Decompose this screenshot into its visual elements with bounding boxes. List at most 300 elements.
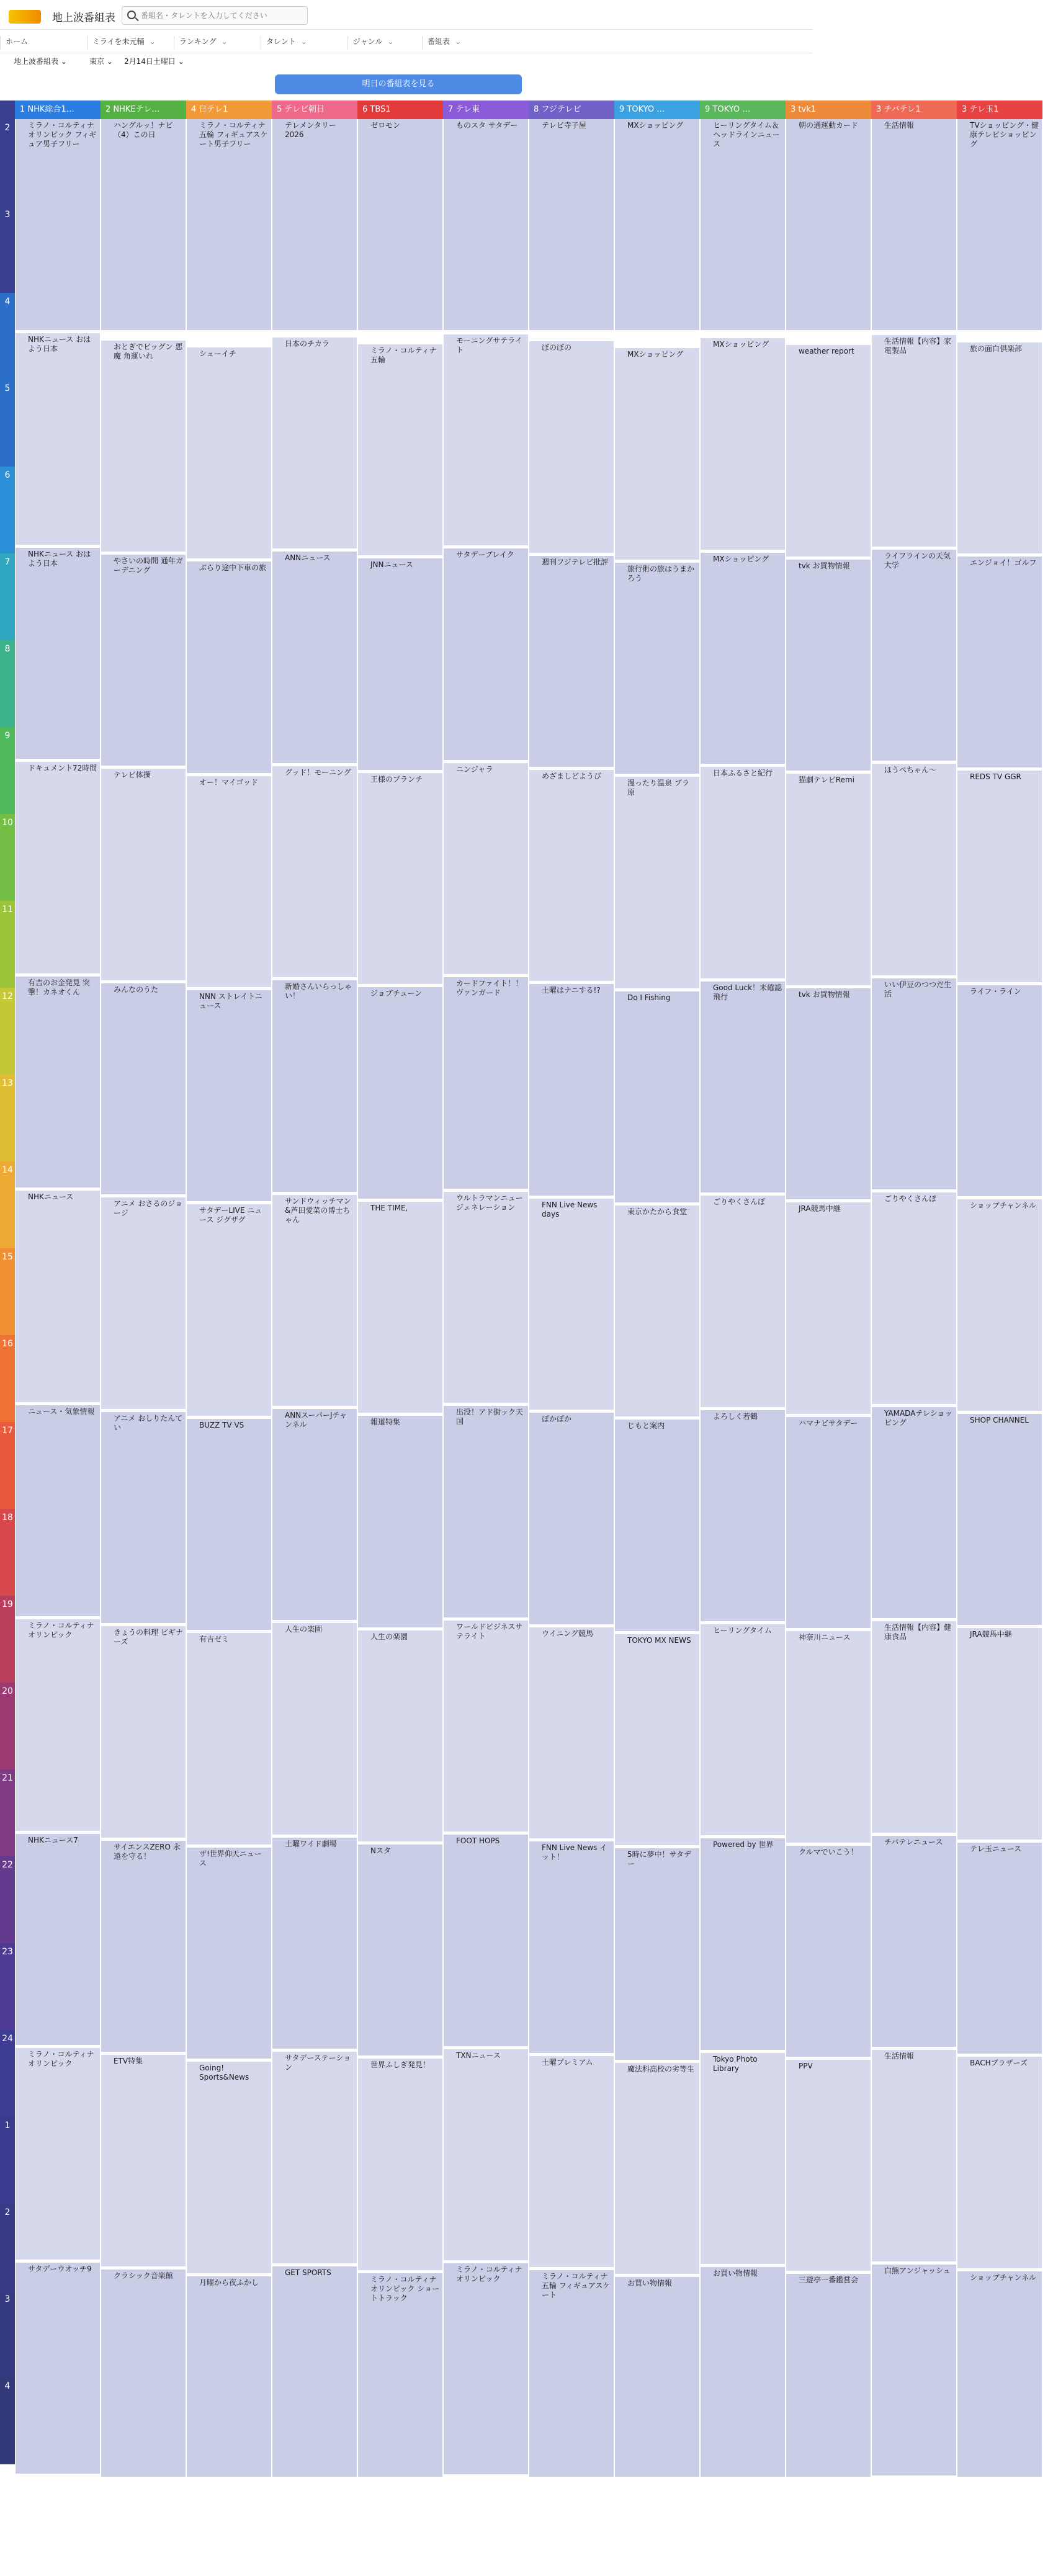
program-title: BACHブラザーズ [970,2059,1028,2068]
hour-label: 1 [0,2117,15,2204]
program-title: おとぎでビッグン 悪魔 角運いれ [114,342,183,360]
program-title: サタデーウオッチ9 [28,2264,92,2273]
program-cell[interactable] [101,769,186,980]
program-cell[interactable] [101,341,186,552]
nav-label: ミライを未元輔 [92,37,145,46]
program-title: MXショッピング [627,350,684,359]
program-cell[interactable] [272,1838,357,2049]
program-cell[interactable] [701,2053,785,2265]
hour-label: 22 [0,1856,15,1943]
program-cell[interactable] [872,2265,956,2476]
program-title: 生活情報【内容】健康食品 [884,1623,952,1642]
program-cell[interactable] [529,1413,614,1624]
channel-header[interactable]: 3 チバテレ1 [871,101,957,119]
program-title: 人生の楽園 [285,1625,323,1634]
program-cell[interactable] [957,985,1042,1197]
program-title: ハングルッ！ナビ（4）この日 [114,121,173,139]
program-title: YAMADAテレショッピング [884,1408,952,1427]
program-cell[interactable] [444,1621,528,1832]
channel-header[interactable]: 9 TOKYO … [700,101,786,119]
program-cell[interactable] [786,1202,871,1414]
program-title: tvk お買物情報 [799,990,850,999]
program-cell[interactable] [272,1623,357,1835]
program-cell[interactable] [101,1412,186,1624]
program-cell[interactable] [358,2273,442,2485]
program-cell[interactable] [615,777,699,988]
program-cell[interactable] [101,555,186,766]
program-cell[interactable] [786,345,871,557]
program-cell[interactable] [615,1420,699,1631]
program-title: 日本のチカラ [285,339,329,348]
program-title: じもと案内 [627,1421,665,1431]
top-header [0,0,813,30]
program-cell[interactable] [701,982,785,1193]
channel-header[interactable]: 5 テレビ朝日 [272,101,357,119]
program-cell[interactable] [529,1841,614,2053]
program-cell[interactable] [872,764,956,975]
channel-header[interactable]: 9 TOKYO … [614,101,700,119]
program-title: ワールドビジネスサテライト [456,1622,523,1640]
program-cell[interactable] [358,987,442,1199]
program-title: MXショッピング [713,554,769,563]
program-title: GET SPORTS [285,2268,331,2277]
program-cell[interactable] [101,1626,186,1838]
program-title: テレ玉ニュース [970,1844,1022,1853]
program-cell[interactable] [872,1836,956,2047]
program-cell[interactable] [529,2270,614,2482]
program-cell[interactable] [957,557,1042,768]
channel-header[interactable]: 3 テレ玉1 [957,101,1042,119]
program-title: 出没！アド街ック天国 [456,1408,524,1426]
program-cell[interactable] [101,119,186,331]
chevron-down-icon: ⌄ [300,37,307,46]
channel-column [272,119,357,2477]
program-title: ザ!世界仰天ニュース [199,1849,262,1867]
program-title: ぶらり途中下車の旅 [199,563,267,573]
program-cell[interactable] [444,1192,528,1403]
program-title: グッド！モーニング [285,767,351,777]
program-cell[interactable] [872,119,956,331]
program-title: きょうの料理 ビギナーズ [114,1628,183,1647]
nav-label: ランキング [179,37,217,46]
site-logo[interactable] [9,10,41,24]
program-title: オー！マイゴッド [199,777,259,787]
channel-header[interactable]: 6 TBS1 [357,101,443,119]
hour-label: 9 [0,727,15,814]
hour-label: 14 [0,1161,15,1248]
program-cell[interactable] [358,119,442,331]
program-cell[interactable] [529,2056,614,2268]
program-title: FNN Live News イット！ [542,1843,607,1862]
program-title: JRA競馬中継 [970,1630,1012,1639]
channel-column [357,119,443,2477]
program-cell[interactable] [957,2057,1042,2268]
program-cell[interactable] [187,1204,271,1416]
program-title: FOOT HOPS [456,1836,500,1846]
chevron-down-icon: ⌄ [221,37,228,46]
program-cell[interactable] [444,2049,528,2261]
program-cell[interactable] [358,344,442,556]
channel-column [443,119,529,2477]
program-title: 王様のブランチ [370,774,423,784]
program-cell[interactable] [872,1407,956,1619]
program-title: ぽかぽか [542,1415,572,1424]
program-cell[interactable] [786,774,871,985]
hour-label: 7 [0,553,15,640]
program-cell[interactable] [701,338,785,550]
program-cell[interactable] [101,2270,186,2481]
program-title: ライフ・ライン [970,986,1021,996]
program-title: ニンジャラ [456,764,493,774]
program-cell[interactable] [872,1621,956,1833]
program-cell[interactable] [444,2263,528,2475]
hour-label: 4 [0,293,15,380]
program-cell[interactable] [701,767,785,978]
program-title: 土曜はナニする!? [542,986,601,995]
channel-column [186,119,272,2477]
program-cell[interactable] [187,1848,271,2059]
program-cell[interactable] [529,984,614,1196]
program-cell[interactable] [101,2055,186,2266]
program-title: 生活情報 [884,2052,915,2061]
channel-header[interactable]: 8 フジテレビ [529,101,614,119]
nav-label: ホーム [6,37,29,46]
program-title: シューイチ [199,349,236,358]
nav-tvguide[interactable] [422,36,496,50]
program-title: 有吉ゼミ [199,1635,230,1644]
header-corner [0,101,15,119]
program-title: めざましどようび [542,771,602,780]
program-cell[interactable] [187,2276,271,2488]
program-cell[interactable] [529,1199,614,1410]
program-title: みんなのうた [114,985,159,994]
program-cell[interactable] [187,1419,271,1630]
program-title: ジョブチューン [370,989,423,998]
program-cell[interactable] [358,2059,442,2270]
program-title: FNN Live News days [542,1200,598,1219]
program-title: 月曜から夜ふかし [199,2278,259,2287]
program-title: ミラノ・コルティナオリンピック [28,2050,94,2068]
program-title: PPV [799,2061,813,2070]
program-title: 5時に夢中！サタデー [627,1850,692,1869]
program-cell[interactable] [701,1838,785,2050]
program-title: ライフラインの天気大学 [884,551,951,570]
channel-column [529,119,614,2477]
hour-label: 13 [0,1075,15,1161]
program-cell[interactable] [16,762,100,973]
program-title: 猫劇テレビRemi [799,776,854,785]
program-cell[interactable] [615,563,699,774]
program-title: テレメンタリー2026 [285,121,336,139]
program-title: Tokyo Photo Library [713,2054,758,2073]
chevron-down-icon: ⌄ [149,37,156,46]
search-input[interactable] [141,9,302,22]
program-cell[interactable] [16,1834,100,2046]
program-cell[interactable] [529,119,614,331]
channel-column [871,119,957,2477]
program-cell[interactable] [16,1405,100,1617]
hour-label: 17 [0,1422,15,1509]
filter-date[interactable]: 2月14日土曜日 ⌄ [124,57,184,66]
program-title: Going! Sports&News [199,2064,249,2082]
program-cell[interactable] [701,1410,785,1622]
program-cell[interactable] [529,1627,614,1839]
program-title: 東京かたから食堂 [627,1207,688,1216]
program-title: アニメ おしりたんてい [114,1413,183,1432]
hour-label: 10 [0,814,15,901]
program-cell[interactable] [957,1843,1042,2054]
program-title: ごりやくさんぽ [884,1194,937,1204]
program-title: TOKYO MX NEWS [627,1635,691,1645]
program-title: NHKニュース おはよう日本 [28,335,91,354]
channel-column [957,119,1042,2477]
program-title: Good Luck！未確認飛行 [713,983,782,1001]
program-cell[interactable] [16,1191,100,1402]
program-cell[interactable] [16,2263,100,2474]
program-cell[interactable] [872,335,956,547]
program-title: NNN ストレイトニュース [199,992,262,1011]
nav-label: タレント [266,37,296,46]
program-title: JRA競馬中継 [799,1204,841,1214]
program-cell[interactable] [101,1841,186,2052]
program-title: ミラノ・コルティナオリンピック [28,1621,94,1640]
program-title: 日本ふるさと紀行 [713,769,773,778]
program-title: サンドウィッチマン&芦田愛菜の博士ちゃん [285,1196,351,1224]
program-cell[interactable] [272,119,357,331]
channel-header[interactable]: 4 日テレ1 [186,101,272,119]
hour-label: 5 [0,380,15,467]
program-cell[interactable] [957,1199,1042,1411]
program-cell[interactable] [957,1414,1042,1626]
channel-column [786,119,871,2477]
hour-label: 19 [0,1596,15,1683]
program-cell[interactable] [187,119,271,331]
program-cell[interactable] [957,119,1042,331]
program-cell[interactable] [272,980,357,1192]
next-day-button[interactable]: 明日の番組表を見る [275,74,522,94]
program-cell[interactable] [615,991,699,1203]
program-title: NHKニュース [28,1192,74,1202]
program-cell[interactable] [358,1845,442,2056]
program-cell[interactable] [957,771,1042,982]
program-cell[interactable] [444,119,528,331]
program-title: チバテレニュース [884,1837,943,1846]
program-title: REDS TV GGR [970,772,1021,782]
program-title: ゼロモン [370,121,401,130]
program-cell[interactable] [615,1205,699,1417]
program-title: Powered by 世界 [713,1840,774,1849]
program-title: 報道特集 [370,1418,401,1427]
program-cell[interactable] [701,2267,785,2479]
program-title: テレビ寺子屋 [542,121,586,130]
program-cell[interactable] [272,766,357,978]
program-title: ミラノ・コルティナオリンピック [456,2265,522,2284]
program-cell[interactable] [444,548,528,760]
program-title: ミラノ・コルティナオリンピック フィギュア男子フリー [28,121,97,148]
program-title: 三遊亭一番鑑賞会 [799,2276,859,2285]
program-cell[interactable] [101,983,186,1195]
program-cell[interactable] [187,1633,271,1845]
program-title: クルマでいこう！ [799,1847,858,1856]
nav-mirai[interactable] [87,36,174,50]
program-cell[interactable] [786,1846,871,2057]
program-cell[interactable] [615,119,699,331]
program-title: ハマナビサタデー [799,1418,858,1428]
program-cell[interactable] [786,2274,871,2485]
nav-ranking[interactable] [174,36,261,50]
program-cell[interactable] [16,119,100,331]
program-cell[interactable] [786,119,871,331]
program-cell[interactable] [272,1409,357,1621]
site-title[interactable]: 地上波番組表 [52,12,115,24]
program-cell[interactable] [16,1619,100,1831]
hour-label: 20 [0,1683,15,1769]
hour-label: 8 [0,640,15,727]
program-cell[interactable] [272,552,357,763]
channel-header[interactable]: 7 テレ東 [443,101,529,119]
program-cell[interactable] [358,1416,442,1627]
program-cell[interactable] [529,556,614,767]
program-cell[interactable] [187,2062,271,2273]
program-title: サイエンスZERO 永遠を守る！ [114,1842,181,1861]
program-cell[interactable] [272,2266,357,2478]
program-cell[interactable] [16,2048,100,2260]
filter-broadcast[interactable]: 地上波番組表 ⌄ [14,57,67,66]
program-cell[interactable] [957,342,1042,554]
program-title: モーニングサテライト [456,336,522,354]
search-icon [127,11,136,19]
program-cell[interactable] [101,1197,186,1409]
program-title: ANNニュース [285,553,331,563]
hour-label: 23 [0,1943,15,2030]
program-cell[interactable] [701,1624,785,1836]
program-cell[interactable] [529,770,614,982]
search-box[interactable] [122,6,308,25]
program-title: クラシック音楽館 [114,2271,173,2280]
program-cell[interactable] [444,1835,528,2046]
hour-label: 2 [0,2204,15,2291]
program-title: 土曜プレミアム [542,2057,593,2067]
program-title: MXショッピング [713,340,769,349]
program-title: 漫ったり温泉 ブラ 原 [627,779,689,797]
program-cell[interactable] [272,338,357,549]
program-cell[interactable] [529,341,614,553]
nav-genre[interactable] [347,36,422,50]
program-title: ドキュメント72時間 [28,764,97,773]
program-title: 神奈川ニュース [799,1633,851,1642]
program-title: Do I Fishing [627,993,671,1002]
program-title: やさいの時間 通年ガーデニング [114,557,183,575]
program-cell[interactable] [786,1417,871,1629]
program-title: いい伊豆のつつだ生活 [884,980,952,998]
program-cell[interactable] [701,1196,785,1407]
channel-header[interactable]: 1 NHK総合1… [15,101,101,119]
program-cell[interactable] [957,1628,1042,1840]
program-cell[interactable] [16,977,100,1188]
program-cell[interactable] [187,347,271,559]
program-cell[interactable] [615,2277,699,2489]
program-title: MXショッピング [627,121,684,130]
program-title: 魔法科高校の劣等生 [627,2064,695,2073]
filter-region[interactable]: 東京 ⌄ [89,57,113,66]
program-title: ETV特集 [114,2057,143,2066]
program-title: 週刊フジテレビ批評 [542,557,609,566]
program-cell[interactable] [786,988,871,1200]
program-title: エンジョイ！ゴルフ [970,558,1037,567]
program-title: カードファイト！！ヴァンガード [456,979,523,998]
program-cell[interactable] [358,1202,442,1413]
channel-header[interactable]: 3 tvk1 [786,101,871,119]
program-cell[interactable] [358,558,442,770]
program-cell[interactable] [444,1406,528,1617]
program-title: ミラノ・コルティナオリンピック ショートトラック [370,2274,440,2302]
program-cell[interactable] [187,990,271,1202]
program-title: 朝の通運動カード [799,121,859,130]
program-cell[interactable] [16,333,100,545]
program-cell[interactable] [444,334,528,546]
program-cell[interactable] [358,773,442,985]
program-title: BUZZ TV VS [199,1420,244,1429]
program-cell[interactable] [444,763,528,975]
nav-talent[interactable] [261,36,347,50]
program-title: 有吉のお金発見 突撃！カネオくん [28,978,90,996]
program-title: よろしく若鶴 [713,1411,758,1421]
hour-label: 18 [0,1509,15,1596]
program-cell[interactable] [187,561,271,773]
hour-label: 21 [0,1769,15,1856]
chevron-down-icon: ⌄ [387,37,394,46]
program-title: ぼのぼの [542,343,572,352]
main-nav [0,31,813,53]
program-title: 世界ふしぎ発見！ [370,2060,431,2070]
program-cell[interactable] [701,119,785,331]
program-title: 土曜ワイド劇場 [285,1839,337,1848]
program-title: ほうぺちゃん〜 [884,766,937,775]
hour-label: 24 [0,2030,15,2117]
program-title: ミラノ・コルティナ五輪 [370,346,437,364]
program-cell[interactable] [615,348,699,560]
program-cell[interactable] [701,553,785,764]
program-cell[interactable] [444,977,528,1189]
program-cell[interactable] [272,1195,357,1407]
program-cell[interactable] [786,2060,871,2271]
program-cell[interactable] [187,776,271,988]
program-title: ヒーリングタイム [713,1626,772,1635]
program-title: ミラノ・コルティナ五輪 フィギュアスケート男子フリー [199,121,268,148]
program-cell[interactable] [786,560,871,771]
program-cell[interactable] [872,978,956,1190]
program-title: ウイニング競馬 [542,1629,593,1638]
program-cell[interactable] [957,2271,1042,2483]
program-cell[interactable] [615,1634,699,1846]
program-cell[interactable] [615,1848,699,2060]
program-cell[interactable] [872,1192,956,1404]
program-cell[interactable] [16,548,100,759]
program-cell[interactable] [872,550,956,761]
program-title: サタデーブレイク [456,550,514,560]
program-cell[interactable] [872,2050,956,2261]
program-cell[interactable] [615,2063,699,2274]
program-title: ニュース・気象情報 [28,1407,95,1416]
channel-header[interactable]: 2 NHKEテレ… [101,101,186,119]
nav-home[interactable] [0,36,87,50]
program-title: テレビ体操 [114,771,151,780]
program-title: 旅の面白倶楽部 [970,344,1023,353]
program-cell[interactable] [272,2052,357,2263]
program-cell[interactable] [358,1630,442,1842]
program-cell[interactable] [786,1631,871,1843]
program-title: ショップチャンネル [970,2273,1037,2282]
